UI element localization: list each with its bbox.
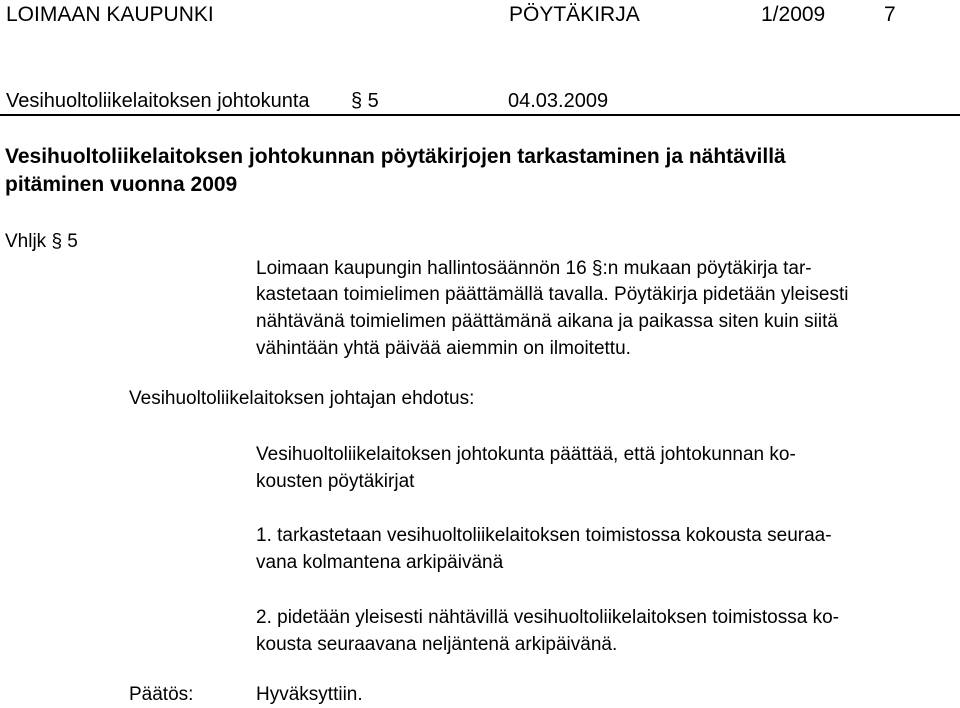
decision-label: Päätös: [129, 684, 194, 705]
point-2-line-1: 2. pidetään yleisesti nähtävillä vesihuoltoliikelaitoksen toimistossa ko- [256, 607, 839, 628]
item-title-line-2: pitäminen vuonna 2009 [5, 173, 238, 196]
point-2-line-2: kousta seuraavana neljäntenä arkipäivänä. [256, 634, 618, 655]
section-number: § 5 [351, 90, 379, 112]
item-title-line-1: Vesihuoltoliikelaitoksen johtokunnan pöytäkirjojen tarkastaminen ja nähtävillä [5, 145, 786, 168]
issue-number: 1/2009 [761, 3, 826, 26]
intro-line-2: kastetaan toimielimen päättämällä tavalla. Pöytäkirja pidetään yleisesti [256, 284, 849, 305]
item-section-ref: Vhljk § 5 [5, 231, 78, 252]
intro-line-1: Loimaan kaupungin hallintosäännön 16 §:n mukaan pöytäkirja tar- [256, 258, 812, 279]
header-rule [0, 114, 960, 116]
organization-name: LOIMAAN KAUPUNKI [6, 3, 214, 26]
proposal-label: Vesihuoltoliikelaitoksen johtajan ehdotus: [129, 388, 475, 409]
intro-line-4: vähintään yhtä päivää aiemmin on ilmoitettu. [256, 338, 631, 359]
document-type: PÖYTÄKIRJA [509, 3, 640, 26]
point-1-line-2: vana kolmantena arkipäivänä [256, 552, 504, 573]
point-1-line-1: 1. tarkastetaan vesihuoltoliikelaitoksen toimistossa kokousta seuraa- [256, 525, 832, 546]
proposal-line-2: kousten pöytäkirjat [256, 471, 415, 492]
page-number: 7 [884, 3, 896, 26]
meeting-date: 04.03.2009 [508, 90, 609, 112]
proposal-line-1: Vesihuoltoliikelaitoksen johtokunta päättää, että johtokunnan ko- [256, 444, 796, 465]
meeting-body: Vesihuoltoliikelaitoksen johtokunta [6, 90, 310, 112]
intro-line-3: nähtävänä toimielimen päättämänä aikana ja paikassa siten kuin siitä [256, 311, 838, 332]
decision-text: Hyväksyttiin. [256, 684, 363, 705]
